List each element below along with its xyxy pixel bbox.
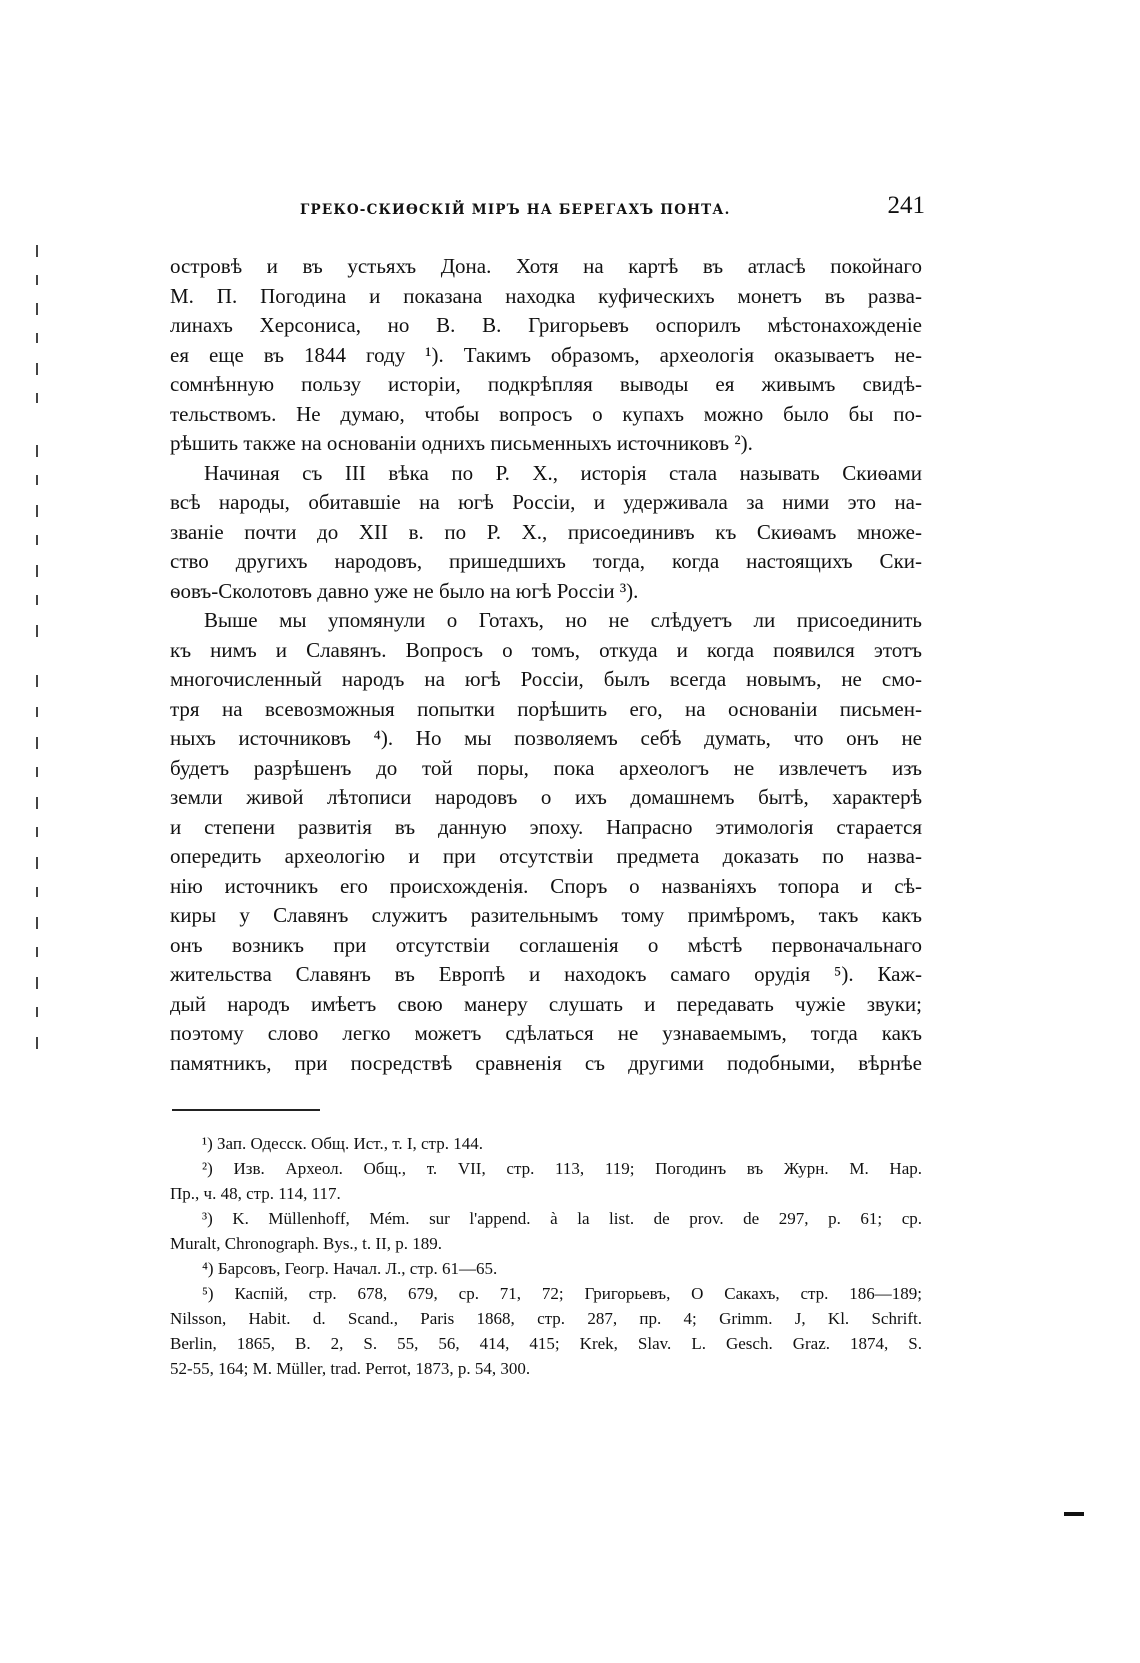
margin-marks xyxy=(32,245,44,1060)
paragraph xyxy=(170,252,922,459)
text-line: всѣ народы, обитавшіе на югѣ Россіи, и удерживала за ними это на- xyxy=(170,490,922,514)
text-line: рѣшить также на основаніи однихъ письменныхъ источниковъ ²). xyxy=(170,431,753,455)
text-line: ныхъ источниковъ ⁴). Но мы позволяемъ себѣ думать, что онъ не xyxy=(170,726,922,750)
text-line: М. П. Погодина и показана находка куфическихъ монетъ въ разва- xyxy=(170,283,922,308)
margin-dash xyxy=(1064,1512,1084,1516)
text-line: тельствомъ. Не думаю, чтобы вопросъ о купахъ можно было бы по- xyxy=(170,401,922,426)
footnote-line: ¹) Зап. Одесск. Общ. Ист., т. I, стр. 144. xyxy=(202,1134,483,1153)
footnote-line: ⁴) Барсовъ, Геогр. Начал. Л., стр. 61—65. xyxy=(202,1259,498,1278)
running-title: ГРЕКО-СКИѲСКІЙ МІРЪ НА БЕРЕГАХЪ ПОНТА. xyxy=(300,202,731,218)
body-text xyxy=(170,252,922,1078)
footnote xyxy=(170,1156,922,1206)
footnote-line: Muralt, Chronograph. Bys., t. II, p. 189. xyxy=(170,1234,442,1253)
text-line: линахъ Херсониса, но В. В. Григорьевъ оспорилъ мѣстонахожденіе xyxy=(170,313,922,337)
text-line: Выше мы упомянули о Готахъ, но не слѣдуетъ ли присоединить xyxy=(204,608,922,632)
text-line: островѣ и въ устьяхъ Дона. Хотя на картѣ въ атласѣ покойнаго xyxy=(170,254,922,278)
text-line: киры у Славянъ служитъ разительнымъ тому примѣромъ, такъ какъ xyxy=(170,903,922,927)
footnote xyxy=(170,1131,922,1156)
text-line: памятникъ, при посредствѣ сравненія съ другими подобными, вѣрнѣе xyxy=(170,1050,922,1075)
footnote-line: 52-55, 164; M. Müller, trad. Perrot, 1873, p. 54, 300. xyxy=(170,1359,531,1378)
footnote-line: ⁵) Каспій, стр. 678, 679, ср. 71, 72; Григорьевъ, О Сакахъ, стр. 186—189; xyxy=(202,1284,922,1303)
text-line: ѳовъ-Сколотовъ давно уже не было на югѣ Россіи ³). xyxy=(170,578,639,603)
paragraph xyxy=(170,459,922,607)
paragraph xyxy=(170,606,922,1078)
footnote-line: ³) K. Müllenhoff, Mém. sur l'append. à la list. de prov. de 297, p. 61; cp. xyxy=(202,1209,922,1228)
footnotes xyxy=(170,1131,922,1381)
footnote-line: Nilsson, Habit. d. Scand., Paris 1868, стр. 287, пр. 4; Grimm. J, Kl. Schrift. xyxy=(170,1309,922,1328)
footnote-line: ²) Изв. Археол. Общ., т. VII, стр. 113, 119; Погодинъ въ Журн. М. Нар. xyxy=(202,1159,922,1178)
footnote xyxy=(170,1281,922,1381)
text-line: многочисленный народъ на югѣ Россіи, былъ всегда новымъ, не смо- xyxy=(170,667,922,691)
footnote xyxy=(170,1256,922,1281)
text-line: нію источникъ его происхожденія. Споръ о названіяхъ топора и сѣ- xyxy=(170,873,922,898)
text-line: тря на всевозможныя попытки порѣшить его, на основаніи письмен- xyxy=(170,696,922,721)
text-line: ея еще въ 1844 году ¹). Такимъ образомъ, археологія оказываетъ не- xyxy=(170,342,922,367)
text-line: поэтому слово легко можетъ сдѣлаться не узнаваемымъ, тогда какъ xyxy=(170,1021,922,1045)
text-line: земли живой лѣтописи народовъ о ихъ домашнемъ бытѣ, характерѣ xyxy=(170,785,922,809)
text-line: къ нимъ и Славянъ. Вопросъ о томъ, откуда и когда появился этотъ xyxy=(170,637,922,662)
footnote-divider xyxy=(172,1109,320,1111)
text-line: Начиная съ III вѣка по Р. Х., исторія стала называть Скиѳами xyxy=(204,460,922,485)
text-line: опередить археологію и при отсутствіи предмета доказать по назва- xyxy=(170,844,922,868)
page-header xyxy=(300,192,925,228)
text-line: жительства Славянъ въ Европѣ и находокъ самаго орудія ⁵). Каж- xyxy=(170,962,922,986)
text-line: онъ возникъ при отсутствіи соглашенія о мѣстѣ первоначальнаго xyxy=(170,932,922,957)
text-line: званіе почти до XII в. по Р. Х., присоединивъ къ Скиѳамъ множе- xyxy=(170,519,922,544)
text-line: ство другихъ народовъ, пришедшихъ тогда, когда настоящихъ Ски- xyxy=(170,549,922,573)
text-line: дый народъ имѣетъ свою манеру слушать и передавать чужіе звуки; xyxy=(170,991,922,1016)
text-line: и степени развитія въ данную эпоху. Напрасно этимологія старается xyxy=(170,814,922,839)
footnote xyxy=(170,1206,922,1256)
text-line: будетъ разрѣшенъ до той поры, пока археологъ не извлечетъ изъ xyxy=(170,755,922,780)
text-line: сомнѣнную пользу исторіи, подкрѣпляя выводы ея живымъ свидѣ- xyxy=(170,372,922,396)
footnote-line: Пр., ч. 48, стр. 114, 117. xyxy=(170,1184,341,1203)
footnote-line: Berlin, 1865, B. 2, S. 55, 56, 414, 415; Krek, Slav. L. Gesch. Graz. 1874, S. xyxy=(170,1334,922,1353)
page-number: 241 xyxy=(887,192,925,219)
